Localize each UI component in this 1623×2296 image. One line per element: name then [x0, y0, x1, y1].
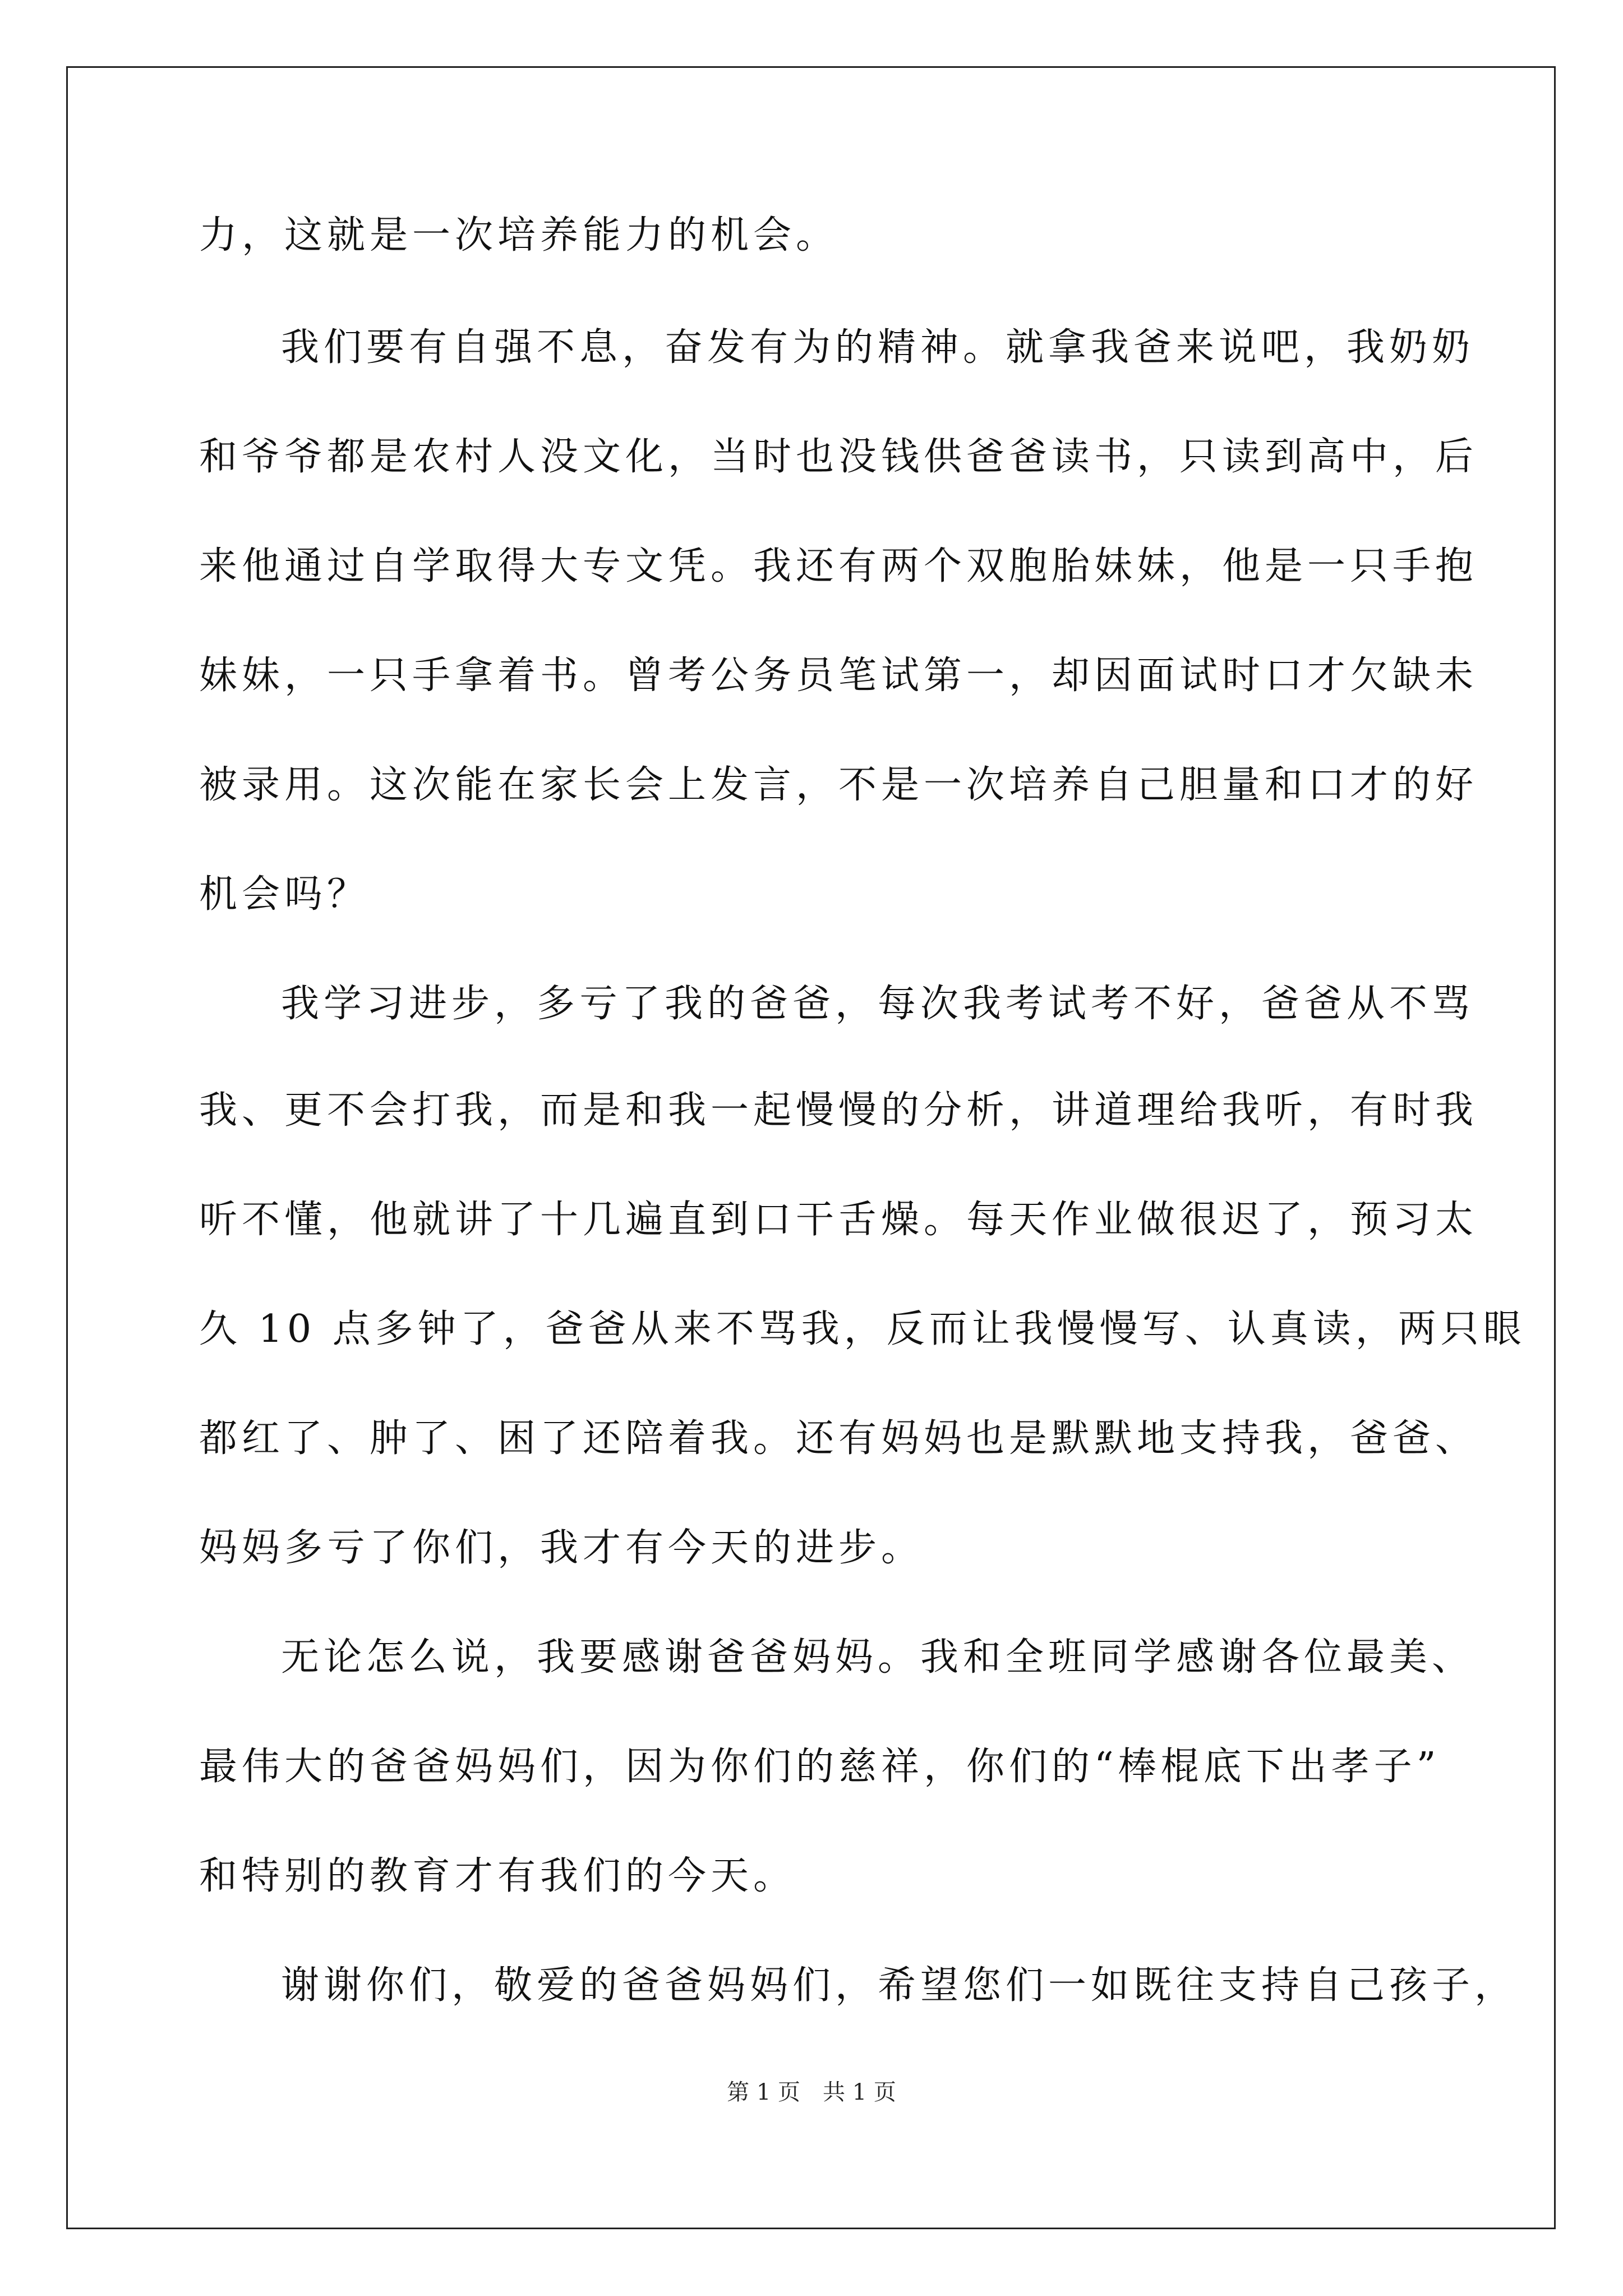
page-footer: 第 1 页 共 1 页	[727, 2079, 896, 2105]
text-line: 都红了、肿了、困了还陪着我。还有妈妈也是默默地支持我，爸爸、	[199, 1416, 1478, 1461]
text-line: 听不懂，他就讲了十几遍直到口干舌燥。每天作业做很迟了，预习太	[199, 1198, 1478, 1242]
text-line: 来他通过自学取得大专文凭。我还有两个双胞胎妹妹，他是一只手抱	[199, 544, 1478, 588]
text-line: 最伟大的爸爸妈妈们，因为你们的慈祥，你们的“棒棍底下出孝子”	[199, 1745, 1441, 1789]
text-line: 和特别的教育才有我们的今天。	[199, 1854, 796, 1898]
text-line: 久 10 点多钟了，爸爸从来不骂我，反而让我慢慢写、认真读，两只眼	[199, 1307, 1526, 1351]
page-border	[66, 66, 1556, 2229]
text-line: 我、更不会打我，而是和我一起慢慢的分析，讲道理给我听，有时我	[199, 1088, 1478, 1133]
text-line: 和爷爷都是农村人没文化，当时也没钱供爸爸读书，只读到高中，后	[199, 435, 1478, 479]
paragraph-start-line: 谢谢你们，敬爱的爸爸妈妈们，希望您们一如既往支持自己孩子，	[281, 1963, 1518, 2008]
text-line: 机会吗？	[199, 872, 370, 917]
text-line: 妹妹，一只手拿着书。曾考公务员笔试第一，却因面试时口才欠缺未	[199, 654, 1478, 698]
text-line: 力，这就是一次培养能力的机会。	[199, 213, 839, 257]
text-line: 妈妈多亏了你们，我才有今天的进步。	[199, 1526, 924, 1570]
paragraph-start-line: 无论怎么说，我要感谢爸爸妈妈。我和全班同学感谢各位最美、	[281, 1635, 1475, 1680]
text-line: 被录用。这次能在家长会上发言，不是一次培养自己胆量和口才的好	[199, 763, 1478, 807]
paragraph-start-line: 我学习进步，多亏了我的爸爸，每次我考试考不好，爸爸从不骂	[281, 982, 1475, 1026]
paragraph-start-line: 我们要有自强不息，奋发有为的精神。就拿我爸来说吧，我奶奶	[281, 325, 1475, 370]
